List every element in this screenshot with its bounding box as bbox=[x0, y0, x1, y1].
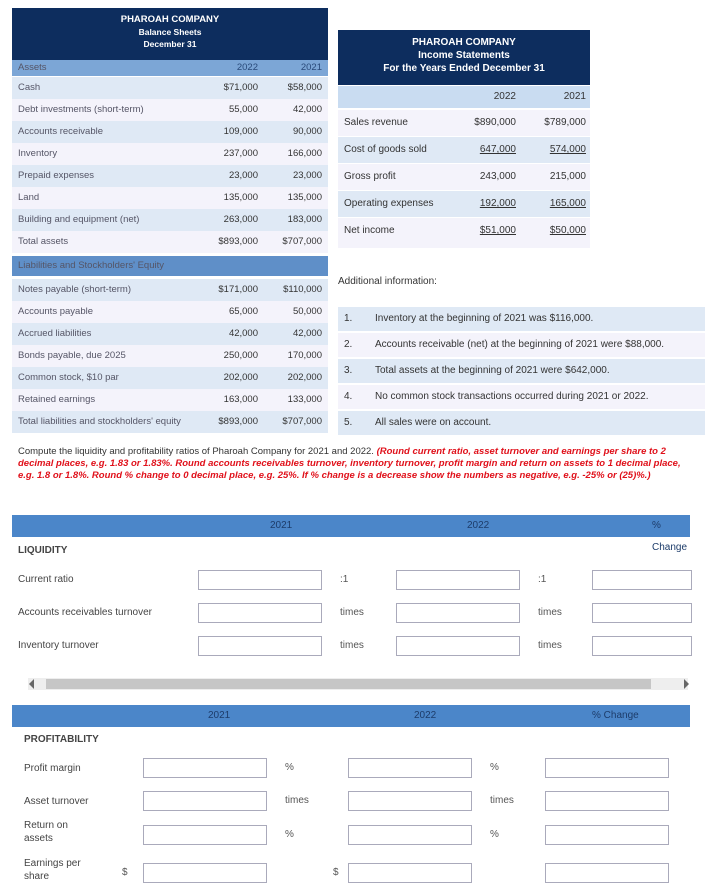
unit-2021: % bbox=[285, 829, 294, 840]
profitability-header bbox=[12, 705, 690, 727]
bs-value-2021: 90,000 bbox=[292, 126, 322, 137]
bs-label: Common stock, $10 par bbox=[18, 372, 119, 383]
bs-label: Notes payable (short-term) bbox=[18, 284, 131, 295]
bs-row bbox=[12, 165, 328, 187]
year-2021: 2021 bbox=[300, 62, 322, 73]
unit-2022: times bbox=[538, 640, 562, 651]
bs-label: Building and equipment (net) bbox=[18, 214, 140, 225]
info-number: 4. bbox=[344, 391, 353, 402]
profitability-label: PROFITABILITY bbox=[24, 734, 99, 745]
unit-2021: :1 bbox=[340, 574, 349, 585]
bs-value-2021: 202,000 bbox=[287, 372, 322, 383]
unit-2022: :1 bbox=[538, 574, 547, 585]
bs-value-2021: 50,000 bbox=[292, 306, 322, 317]
liq-2021: 2021 bbox=[270, 520, 293, 531]
prof-change: % Change bbox=[592, 710, 639, 721]
bs-row bbox=[12, 389, 328, 411]
bs-value-2022: $171,000 bbox=[218, 284, 258, 295]
bs-row bbox=[12, 121, 328, 143]
bs-row bbox=[12, 99, 328, 121]
currency-2022: $ bbox=[333, 867, 339, 878]
bs-value-2022: 163,000 bbox=[223, 394, 258, 405]
bs-label: Retained earnings bbox=[18, 394, 96, 405]
bs-row bbox=[12, 323, 328, 345]
bs-value-2021: 133,000 bbox=[287, 394, 322, 405]
is-value-2022: $890,000 bbox=[474, 117, 516, 128]
bs-date: December 31 bbox=[143, 39, 197, 49]
bs-value-2022: 65,000 bbox=[228, 306, 258, 317]
is-label: Net income bbox=[344, 225, 395, 236]
bs-value-2021: 170,000 bbox=[287, 350, 322, 361]
ratio-2022-input[interactable] bbox=[348, 758, 472, 778]
bs-label: Accounts payable bbox=[18, 306, 93, 317]
ratio-2022-input[interactable] bbox=[348, 825, 472, 845]
bs-value-2022: 42,000 bbox=[228, 328, 258, 339]
ratio-label: Asset turnover bbox=[24, 796, 89, 807]
info-item bbox=[338, 385, 705, 409]
pct-change-input[interactable] bbox=[545, 758, 669, 778]
is-row bbox=[338, 164, 590, 190]
bs-label: Bonds payable, due 2025 bbox=[18, 350, 126, 361]
unit-2021: % bbox=[285, 762, 294, 773]
ratio-2022-input[interactable] bbox=[396, 603, 520, 623]
info-text: All sales were on account. bbox=[375, 417, 492, 428]
is-value-2022: 243,000 bbox=[479, 171, 516, 182]
ratio-label: Earnings per share bbox=[24, 858, 81, 882]
bs-value-2021: 166,000 bbox=[287, 148, 322, 159]
bs-value-2021: $58,000 bbox=[287, 82, 322, 93]
liq-2022: 2022 bbox=[467, 520, 490, 531]
is-value-2021: $50,000 bbox=[549, 225, 586, 236]
assets-label: Assets bbox=[18, 62, 47, 73]
info-number: 2. bbox=[344, 339, 353, 350]
is-title: Income Statements bbox=[418, 50, 510, 61]
info-number: 5. bbox=[344, 417, 353, 428]
unit-2022: times bbox=[538, 607, 562, 618]
is-value-2022: 192,000 bbox=[479, 198, 516, 209]
bs-value-2021: 183,000 bbox=[287, 214, 322, 225]
pct-change-input[interactable] bbox=[592, 636, 692, 656]
is-value-2021: 165,000 bbox=[549, 198, 586, 209]
unit-2022: % bbox=[490, 762, 499, 773]
info-text: Inventory at the beginning of 2021 was $116,000. bbox=[375, 313, 594, 324]
pct-change-input[interactable] bbox=[545, 825, 669, 845]
pct-change-input[interactable] bbox=[545, 791, 669, 811]
is-value-2022: 647,000 bbox=[479, 144, 516, 155]
is-year-2021: 2021 bbox=[563, 91, 586, 102]
is-value-2021: 215,000 bbox=[549, 171, 586, 182]
bs-title: Balance Sheets bbox=[138, 27, 202, 37]
bs-label: Total liabilities and stockholders' equity bbox=[18, 416, 181, 427]
company-name: PHAROAH COMPANY bbox=[120, 14, 220, 25]
ratio-2021-input[interactable] bbox=[143, 758, 267, 778]
bs-value-2021: 42,000 bbox=[292, 328, 322, 339]
is-company: PHAROAH COMPANY bbox=[412, 37, 516, 48]
unit-2022: times bbox=[490, 795, 514, 806]
is-value-2021: $789,000 bbox=[544, 117, 586, 128]
ratio-2021-input[interactable] bbox=[198, 603, 322, 623]
bs-value-2021: $707,000 bbox=[282, 236, 322, 247]
ratio-label: Current ratio bbox=[18, 574, 74, 585]
scroll-left-icon[interactable] bbox=[24, 679, 34, 689]
bs-value-2022: 23,000 bbox=[228, 170, 258, 181]
bs-row bbox=[12, 209, 328, 231]
bs-row bbox=[12, 301, 328, 323]
scroll-right-icon[interactable] bbox=[684, 679, 694, 689]
unit-2022: % bbox=[490, 829, 499, 840]
ratio-2021-input[interactable] bbox=[143, 863, 267, 883]
bs-value-2021: $110,000 bbox=[283, 284, 322, 295]
liquidity-label: LIQUIDITY bbox=[18, 545, 68, 556]
info-item bbox=[338, 333, 705, 357]
ratio-label: Return on assets bbox=[24, 820, 68, 844]
bs-row bbox=[12, 345, 328, 367]
info-item bbox=[338, 411, 705, 435]
ratio-2022-input[interactable] bbox=[348, 863, 472, 883]
unit-2021: times bbox=[340, 640, 364, 651]
scrollbar-thumb[interactable] bbox=[46, 679, 651, 689]
info-item bbox=[338, 359, 705, 383]
pct-change-input[interactable] bbox=[592, 570, 692, 590]
bs-row bbox=[12, 143, 328, 165]
horizontal-scrollbar[interactable] bbox=[28, 678, 688, 690]
bs-value-2022: 237,000 bbox=[223, 148, 258, 159]
prof-2022: 2022 bbox=[414, 710, 437, 721]
is-value-2022: $51,000 bbox=[479, 225, 516, 236]
bs-label: Accounts receivable bbox=[18, 126, 104, 137]
ratio-label: Accounts receivables turnover bbox=[18, 607, 152, 618]
bs-value-2022: $71,000 bbox=[223, 82, 258, 93]
ratio-2021-input[interactable] bbox=[198, 570, 322, 590]
is-label: Sales revenue bbox=[344, 117, 408, 128]
bs-row bbox=[12, 187, 328, 209]
is-label: Operating expenses bbox=[344, 198, 434, 209]
bs-value-2022: 263,000 bbox=[223, 214, 258, 225]
liabilities-label: Liabilities and Stockholders' Equity bbox=[18, 260, 164, 271]
bs-label: Cash bbox=[18, 82, 41, 93]
bs-value-2022: $893,000 bbox=[218, 236, 258, 247]
bs-value-2021: 23,000 bbox=[292, 170, 322, 181]
bs-label: Debt investments (short-term) bbox=[18, 104, 144, 115]
bs-label: Accrued liabilities bbox=[18, 328, 92, 339]
is-value-2021: 574,000 bbox=[549, 144, 586, 155]
bs-value-2021: 135,000 bbox=[287, 192, 322, 203]
ratio-label: Inventory turnover bbox=[18, 640, 99, 651]
bs-value-2022: 250,000 bbox=[223, 350, 258, 361]
bs-row bbox=[12, 231, 328, 253]
is-row bbox=[338, 137, 590, 163]
bs-row bbox=[12, 367, 328, 389]
is-row bbox=[338, 218, 590, 248]
instructions bbox=[18, 446, 698, 482]
bs-value-2022: 55,000 bbox=[228, 104, 258, 115]
is-label: Cost of goods sold bbox=[344, 144, 427, 155]
bs-row bbox=[12, 77, 328, 99]
unit-2021: times bbox=[340, 607, 364, 618]
bs-value-2022: 135,000 bbox=[223, 192, 258, 203]
ratio-label: Profit margin bbox=[24, 763, 81, 774]
currency-2021: $ bbox=[122, 867, 128, 878]
ratio-2022-input[interactable] bbox=[396, 636, 520, 656]
info-number: 3. bbox=[344, 365, 353, 376]
ratio-2022-input[interactable] bbox=[348, 791, 472, 811]
info-text: Accounts receivable (net) at the beginning of 2021 were $88,000. bbox=[375, 339, 665, 350]
ratio-2021-input[interactable] bbox=[198, 636, 322, 656]
bs-column-header bbox=[12, 60, 328, 76]
is-label: Gross profit bbox=[344, 171, 396, 182]
bs-value-2021: $707,000 bbox=[282, 416, 322, 427]
pct-change-input[interactable] bbox=[545, 863, 669, 883]
bs-label: Land bbox=[18, 192, 40, 203]
instructions-rounding: (Round current ratio, asset turnover and earnings per share to 2 decimal places, e.g. 1.83 or 1.83%. Round accounts receivables turnover, inventory turnover, profit margin and return on assets to 1 decimal place, e.g. 1.8 or 1.8%. Round % change to 0 decimal place, e.g. 25%. If % change is a decrease show the numbers as negative, e.g. -25% or (25)%.) bbox=[18, 446, 681, 481]
ratio-2021-input[interactable] bbox=[143, 791, 267, 811]
balance-sheet-header bbox=[12, 8, 328, 60]
liabilities-header bbox=[12, 256, 328, 276]
bs-label: Inventory bbox=[18, 148, 58, 159]
bs-value-2022: $893,000 bbox=[218, 416, 258, 427]
info-text: Total assets at the beginning of 2021 were $642,000. bbox=[375, 365, 610, 376]
is-year-2022: 2022 bbox=[493, 91, 516, 102]
bs-label: Prepaid expenses bbox=[18, 170, 95, 181]
year-2022: 2022 bbox=[236, 62, 258, 73]
info-text: No common stock transactions occurred during 2021 or 2022. bbox=[375, 391, 649, 402]
bs-value-2022: 202,000 bbox=[223, 372, 258, 383]
liq-change: % Change bbox=[652, 520, 688, 553]
ratio-2022-input[interactable] bbox=[396, 570, 520, 590]
is-year-row bbox=[338, 86, 590, 108]
is-row bbox=[338, 110, 590, 136]
bs-value-2022: 109,000 bbox=[223, 126, 258, 137]
additional-info-label: Additional information: bbox=[338, 276, 437, 287]
bs-row bbox=[12, 279, 328, 301]
is-row bbox=[338, 191, 590, 217]
income-statement-header bbox=[338, 30, 590, 85]
is-period: For the Years Ended December 31 bbox=[383, 63, 545, 74]
info-number: 1. bbox=[344, 313, 353, 324]
bs-label: Total assets bbox=[18, 236, 69, 247]
ratio-2021-input[interactable] bbox=[143, 825, 267, 845]
prof-2021: 2021 bbox=[208, 710, 231, 721]
pct-change-input[interactable] bbox=[592, 603, 692, 623]
bs-row bbox=[12, 411, 328, 433]
instructions-main: Compute the liquidity and profitability ratios of Pharoah Company for 2021 and 2022. bbox=[18, 446, 374, 457]
info-item bbox=[338, 307, 705, 331]
bs-value-2021: 42,000 bbox=[292, 104, 322, 115]
unit-2021: times bbox=[285, 795, 309, 806]
